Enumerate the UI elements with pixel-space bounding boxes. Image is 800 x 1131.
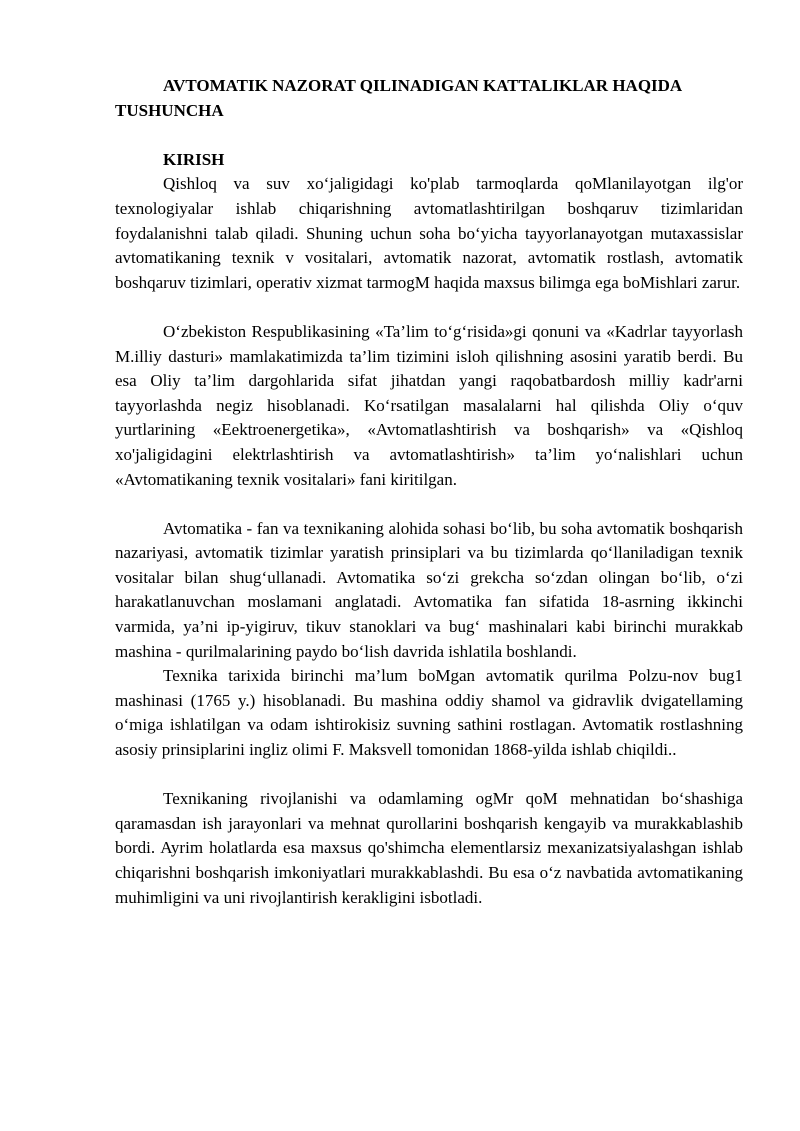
- document-title: AVTOMATIK NAZORAT QILINADIGAN KATTALIKLAR HAQIDA TUSHUNCHA: [115, 76, 682, 120]
- paragraph-1: Qishloq va suv xo‘jaligidagi ko'plab tarmoqlarda qoMlanilayotgan ilg'or texnologiyalar ishlab chiqarishning avtomatlashtirilgan boshqaruv tizimlaridan foydalanishni talab qiladi. Shuning uchun soha bo‘yicha tayyorlanayotgan mutaxassislar avtomatikaning texnik v vositalari, avtomatik nazorat, avtomatik rostlash, avtomatik boshqaruv tizimlari, operativ xizmat tarmogM haqida maxsus bilimga ega boMishlari zarur.: [115, 174, 743, 292]
- spacer: [115, 763, 743, 788]
- spacer: [115, 123, 743, 148]
- document-page: [115, 74, 743, 910]
- paragraph-5: Texnikaning rivojlanishi va odamlaming ogMr qoM mehnatidan bo‘shashiga qaramasdan ish jarayonlari va mehnat qurollarini boshqarish kengayib va murakkablashib bordi. Ayrim holatlarda esa maxsus qo'shimcha elementlarsiz mexanizatsiyalashgan ishlab chiqarishni boshqarish imkoniyatlari murakkablashdi. Bu esa o‘z navbatida avtomatikaning muhimligini va uni rivojlantirish kerakligini isbotladi.: [115, 789, 743, 907]
- section-heading: KIRISH: [163, 149, 225, 169]
- spacer: [115, 295, 743, 320]
- paragraph-2: O‘zbekiston Respublikasining «Ta’lim to‘g‘risida»gi qonuni va «Kadrlar tayyorlash M.illiy dasturi» mamlakatimizda ta’lim tizimini isloh qilishning asosini yaratib berdi. Bu esa Oliy ta’lim dargohlarida sifat jihatdan yangi raqobatbardosh milliy kadr'arni tayyorlashda negiz hisoblanadi. Ko‘rsatilgan masalalarni hal qilishda Oliy o‘quv yurtlarining «Eektroenergetika», «Avtomatlashtirish va boshqarish» va «Qishloq xo'jaligidagini elektrlashtirish va avtomatlashtirish» ta’lim yo‘nalishlari uchun «Avtomatikaning texnik vositalari» fani kiritilgan.: [115, 321, 743, 489]
- paragraph-3: Avtomatika - fan va texnikaning alohida sohasi bo‘lib, bu soha avtomatik boshqarish nazariyasi, avtomatik tizimlar yaratish prinsiplari va bu tizimlarda qo‘llaniladigan texnik vositalar bilan shug‘ullanadi. Avtomatika so‘zi grekcha so‘zdan olingan bo‘lib, o‘zi harakatlanuvchan moslamani anglatadi. Avtomatika fan sifatida 18-asrning ikkinchi varmida, ya’ni ip-yigiruv, tikuv stanoklari va bug‘ mashinalari kabi birinchi murakkab mashina - qurilmalarining paydo bo‘lish davrida ishlatila boshlandi.: [115, 518, 743, 661]
- paragraph-4: Texnika tarixida birinchi ma’lum boMgan avtomatik qurilma Polzu-nov bug1 mashinasi (1765 y.) hisoblanadi. Bu mashina oddiy shamol va gidravlik dvigatellaming o‘miga ishlatilgan va odam ishtirokisiz suvning sathini rostlagan. Avtomatik rostlashning asosiy prinsiplarini ingliz olimi F. Maksvell tomonidan 1868-yilda ishlab chiqildi..: [115, 666, 743, 760]
- spacer: [115, 492, 743, 517]
